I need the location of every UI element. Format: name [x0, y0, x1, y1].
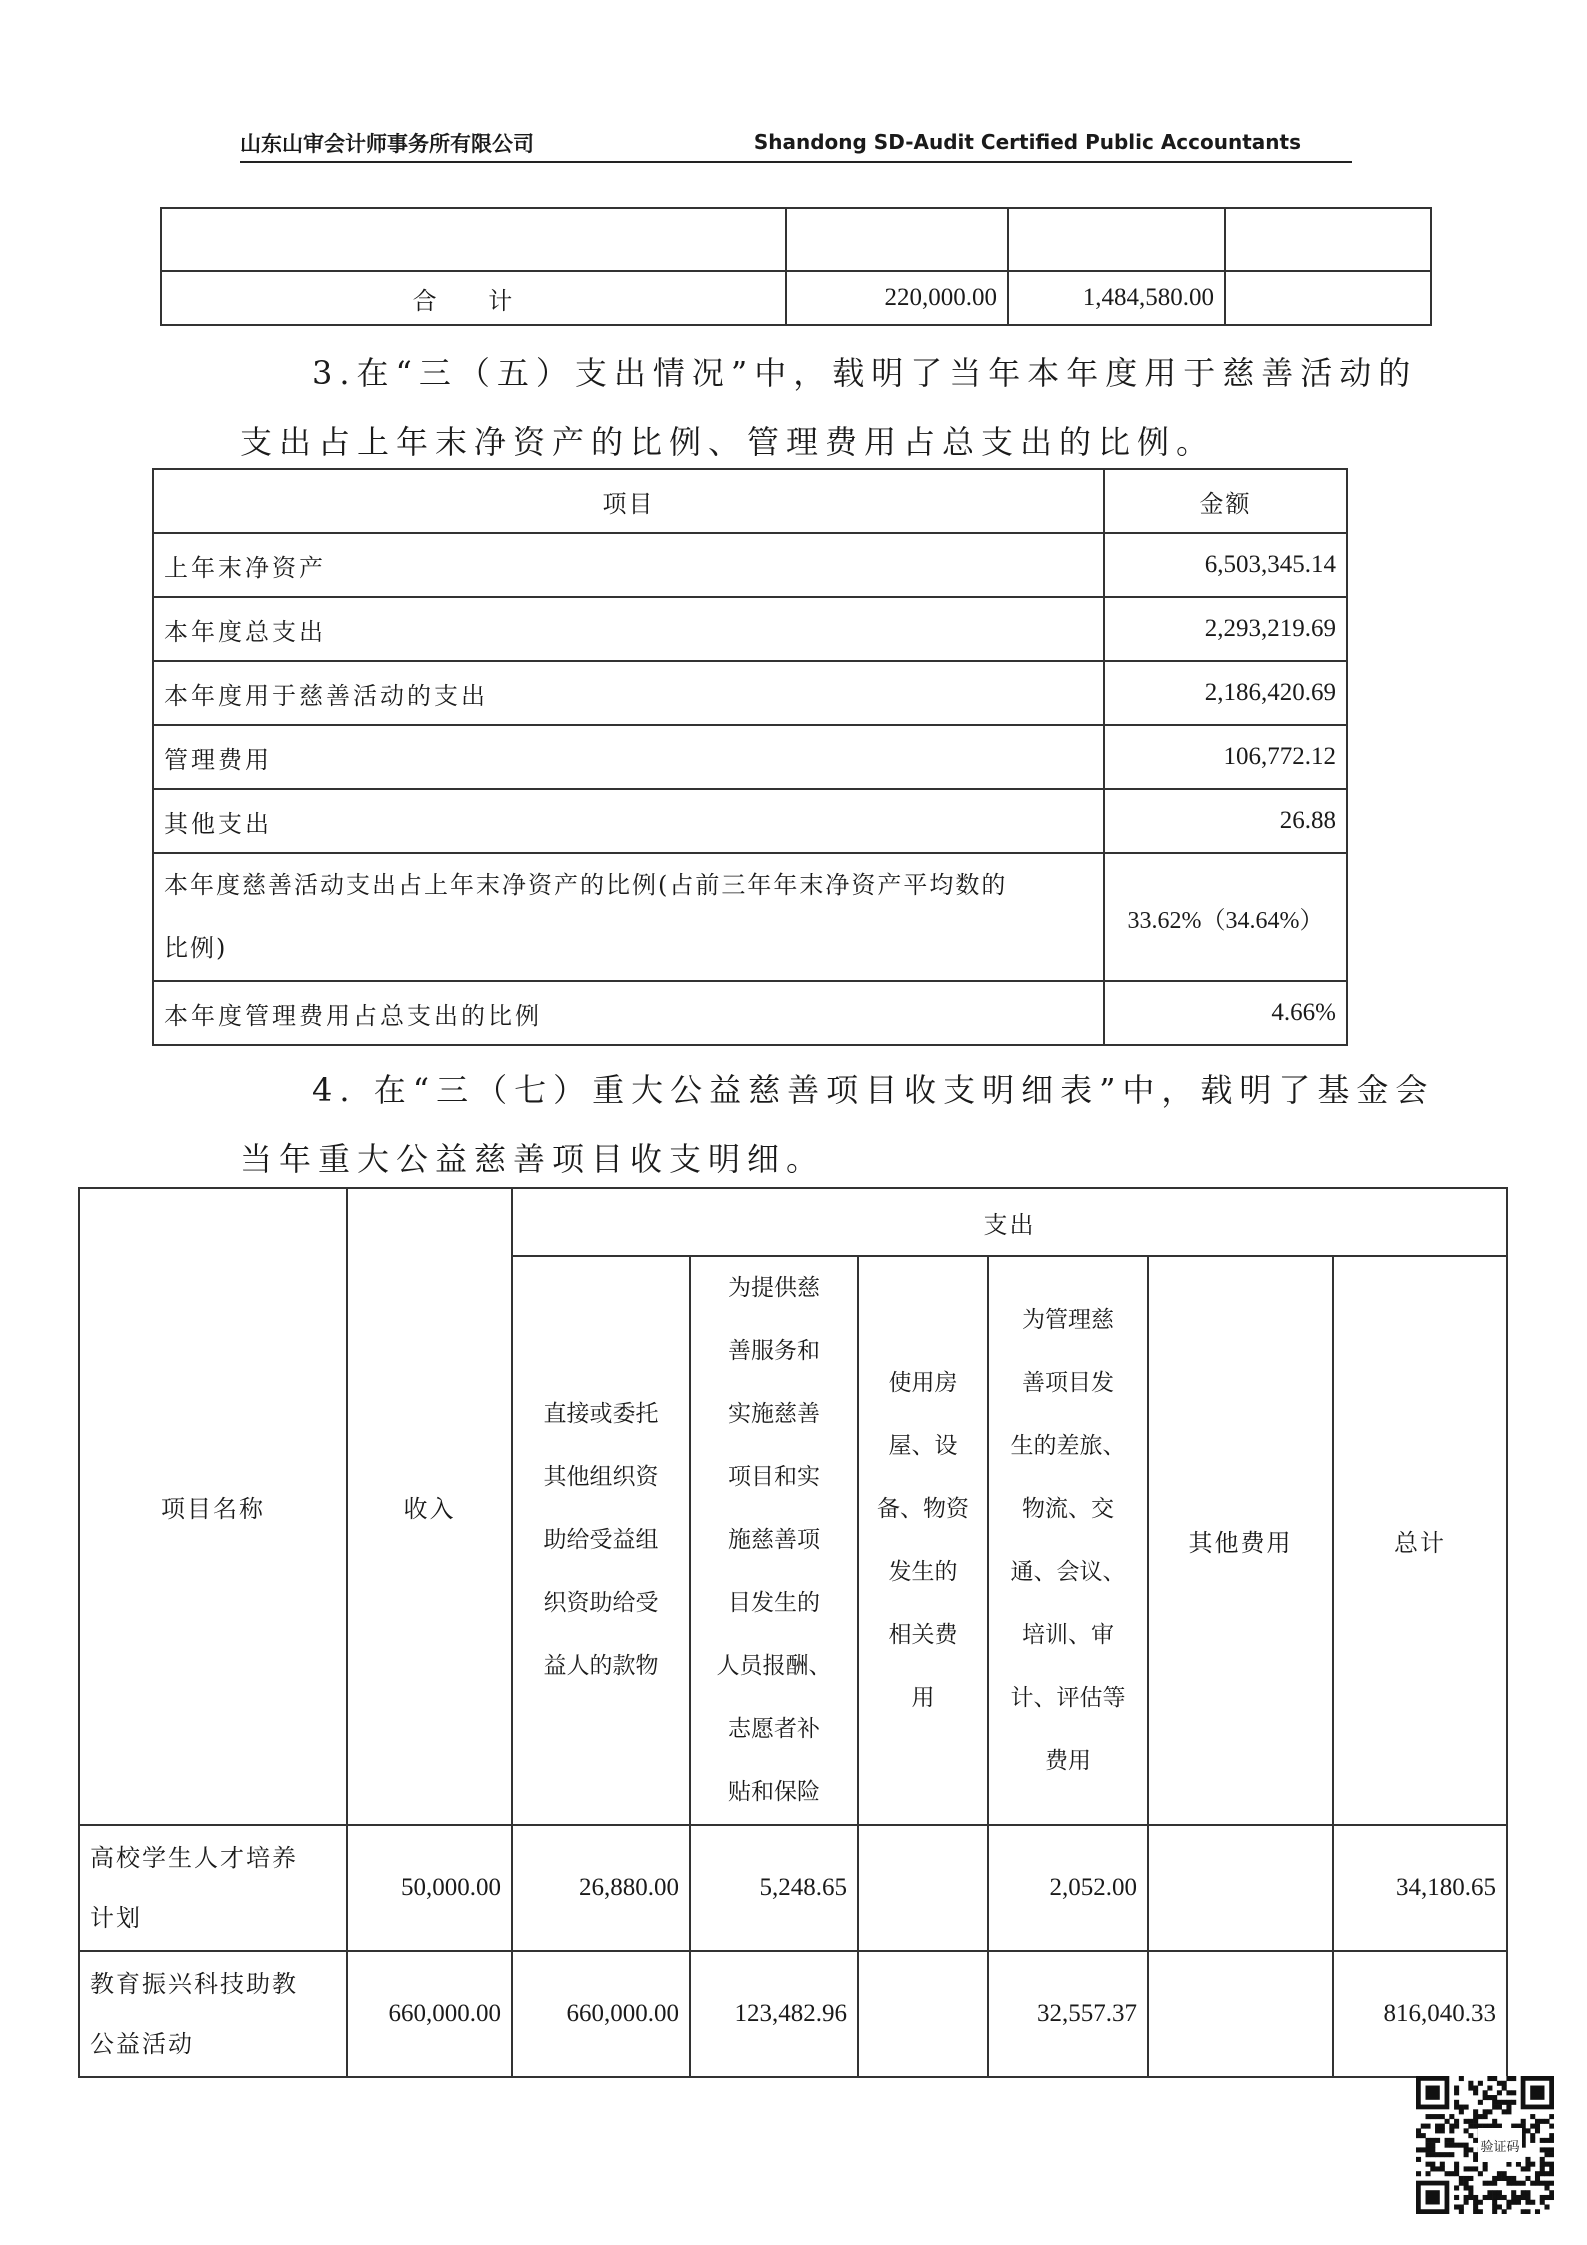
header-line: 人员报酬、: [716, 1653, 832, 1679]
para3-line2: 支出占上年末净资产的比例、管理费用占总支出的比例。: [240, 423, 1216, 461]
header-line: 相关费: [888, 1621, 958, 1648]
table-row: [153, 469, 1347, 533]
header-line: 直接或委托: [543, 1401, 659, 1427]
header-line: 其他组织资: [543, 1464, 659, 1490]
header-line: 织资助给受: [543, 1590, 659, 1616]
table-row: [79, 1188, 1507, 1256]
para4-line1: 4. 在“三（七）重大公益慈善项目收支明细表”中，载明了基金会: [312, 1071, 1435, 1109]
header-line: 善项目发: [1022, 1369, 1114, 1396]
income-cell: 50,000.00: [347, 1825, 512, 1951]
header-divider: [240, 161, 1352, 163]
qr-code-graphic: [1416, 2076, 1554, 2214]
mgmt-cell: 2,052.00: [988, 1825, 1148, 1951]
header-line: 通、会议、: [1010, 1558, 1126, 1585]
header-line: 贴和保险: [728, 1779, 820, 1805]
row-label: 管理费用: [153, 725, 1104, 789]
firm-name-en: Shandong SD-Audit Certified Public Accountants: [753, 130, 1301, 154]
para4-line2: 当年重大公益慈善项目收支明细。: [240, 1140, 826, 1178]
header-line: 培训、审: [1022, 1621, 1114, 1648]
project-name: [79, 1951, 347, 2077]
header-line: 志愿者补: [728, 1716, 820, 1742]
header-expense: 支出: [512, 1188, 1507, 1256]
header-line: 施慈善项: [728, 1527, 820, 1553]
top-table: [160, 207, 1432, 326]
header-line: 发生的: [888, 1558, 958, 1585]
row-amount: 106,772.12: [1104, 725, 1347, 789]
header-staff-cost: [690, 1256, 858, 1825]
staff-cell: 123,482.96: [690, 1951, 858, 2077]
header-line: 为管理慈: [1022, 1306, 1114, 1333]
staff-cell: 5,248.65: [690, 1825, 858, 1951]
header-line: 项目和实: [728, 1464, 820, 1490]
property-cell: [858, 1951, 988, 2077]
total-cell: 816,040.33: [1333, 1951, 1507, 2077]
major-projects-table: [78, 1187, 1508, 2078]
row-amount: 2,293,219.69: [1104, 597, 1347, 661]
header-other-cost: 其他费用: [1148, 1256, 1333, 1825]
row-label: 上年末净资产: [153, 533, 1104, 597]
header-line: 目发生的: [728, 1590, 820, 1616]
ratio-value: 33.62%（34.64%）: [1104, 853, 1347, 981]
table-row: [153, 853, 1347, 981]
row-label: 本年度总支出: [153, 597, 1104, 661]
header-line: 善服务和: [728, 1338, 820, 1364]
header-line: 实施慈善: [728, 1401, 820, 1427]
property-cell: [858, 1825, 988, 1951]
table-row: [153, 533, 1347, 597]
mgmt-ratio-label: 本年度管理费用占总支出的比例: [153, 981, 1104, 1045]
direct-cell: 660,000.00: [512, 1951, 690, 2077]
total-cell: 34,180.65: [1333, 1825, 1507, 1951]
table-row: [161, 208, 1431, 271]
header-income: 收入: [347, 1188, 512, 1825]
table-row: [153, 661, 1347, 725]
header-line: 费用: [1045, 1747, 1091, 1774]
header-line: 为提供慈: [728, 1275, 820, 1301]
other-cell: [1148, 1825, 1333, 1951]
ratio-label-line1: 本年度慈善活动支出占上年末净资产的比例(占前三年年末净资产平均数的: [164, 871, 1008, 899]
table-row: [79, 1951, 1507, 2077]
table-row: [153, 789, 1347, 853]
table-row: [161, 271, 1431, 325]
header-mgmt-cost: [988, 1256, 1148, 1825]
income-cell: 660,000.00: [347, 1951, 512, 2077]
header-direct-aid: [512, 1256, 690, 1825]
header-project-name: 项目名称: [79, 1188, 347, 1825]
row-label: 本年度用于慈善活动的支出: [153, 661, 1104, 725]
total-label: 合 计: [161, 271, 786, 325]
project-name-line: 高校学生人才培养: [90, 1844, 298, 1872]
table-cell: [786, 208, 1008, 271]
row-amount: 2,186,420.69: [1104, 661, 1347, 725]
table-row: [79, 1825, 1507, 1951]
direct-cell: 26,880.00: [512, 1825, 690, 1951]
mgmt-ratio-value: 4.66%: [1104, 981, 1347, 1045]
project-name-line: 公益活动: [90, 2030, 194, 2058]
header-total: 总计: [1333, 1256, 1507, 1825]
svg-text:验证码: 验证码: [1480, 2140, 1520, 2155]
header-line: 屋、设: [888, 1432, 958, 1459]
table-cell: [1225, 271, 1431, 325]
project-name-line: 计划: [90, 1904, 142, 1932]
header-line: 物流、交: [1022, 1495, 1114, 1522]
table-row: [153, 597, 1347, 661]
table-row: [153, 981, 1347, 1045]
header-line: 用: [911, 1684, 935, 1711]
table-cell: [1225, 208, 1431, 271]
firm-name-cn: 山东山审会计师事务所有限公司: [240, 132, 534, 156]
ratio-label: [153, 853, 1104, 981]
mgmt-cell: 32,557.37: [988, 1951, 1148, 2077]
total-col2: 1,484,580.00: [1008, 271, 1225, 325]
header-line: 使用房: [888, 1369, 958, 1396]
expense-ratio-table: [152, 468, 1348, 1046]
row-label: 其他支出: [153, 789, 1104, 853]
table-row: [153, 725, 1347, 789]
other-cell: [1148, 1951, 1333, 2077]
col-amount-header: 金额: [1104, 469, 1347, 533]
row-amount: 26.88: [1104, 789, 1347, 853]
total-col1: 220,000.00: [786, 271, 1008, 325]
project-name-line: 教育振兴科技助教: [90, 1970, 298, 1998]
header-property-cost: [858, 1256, 988, 1825]
header-line: 备、物资: [877, 1495, 969, 1522]
ratio-label-line2: 比例): [164, 934, 228, 962]
header-line: 益人的款物: [543, 1653, 659, 1679]
qr-code-icon: [1416, 2076, 1554, 2214]
header-line: 助给受益组: [543, 1527, 659, 1553]
row-amount: 6,503,345.14: [1104, 533, 1347, 597]
header-line: 计、评估等: [1010, 1684, 1126, 1711]
para3-line1: 3.在“三（五）支出情况”中，载明了当年本年度用于慈善活动的: [312, 354, 1418, 392]
header-line: 生的差旅、: [1010, 1432, 1126, 1459]
col-item-header: 项目: [153, 469, 1104, 533]
table-cell: [1008, 208, 1225, 271]
table-cell: [161, 208, 786, 271]
project-name: [79, 1825, 347, 1951]
